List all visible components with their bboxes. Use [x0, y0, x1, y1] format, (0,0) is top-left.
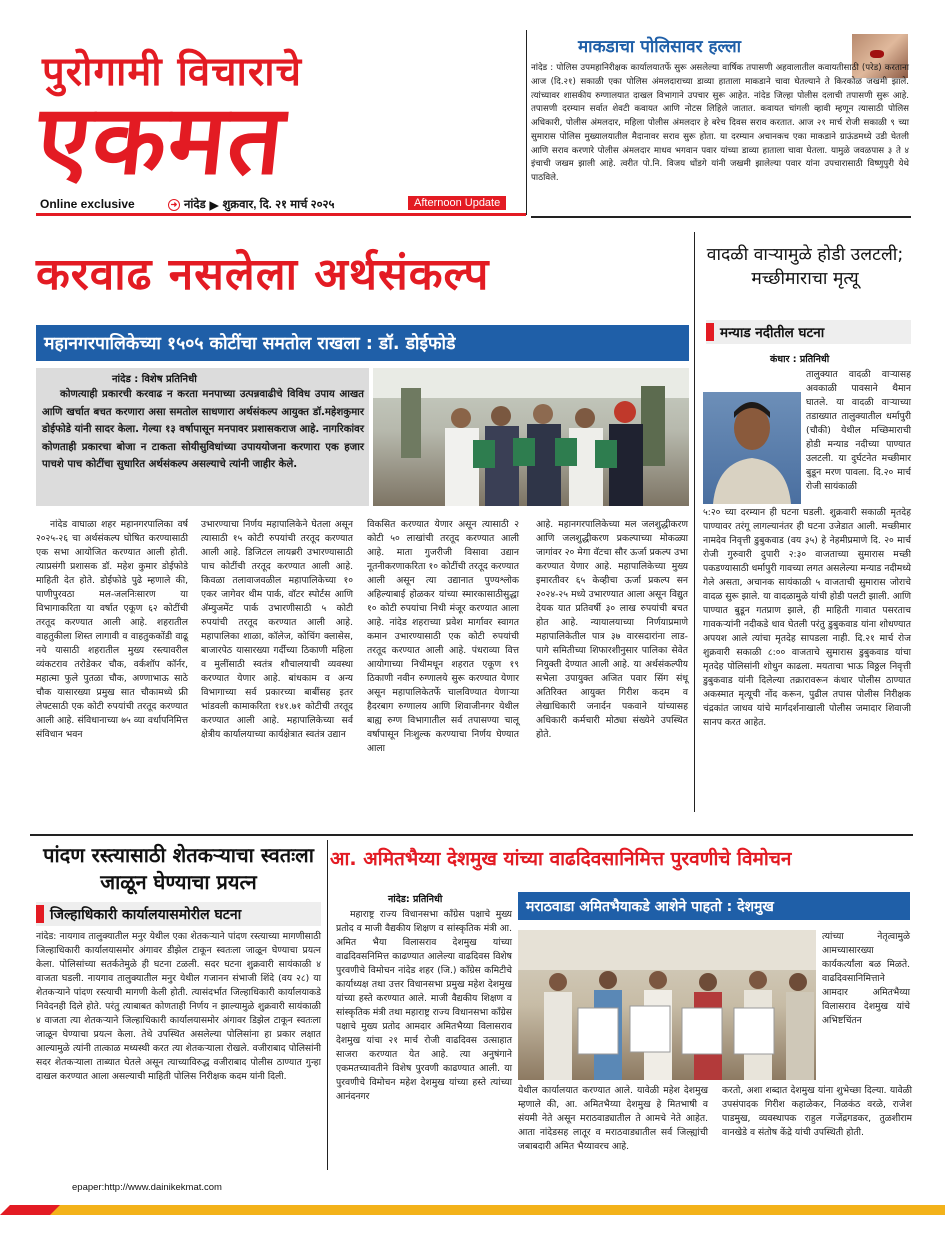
main-subheadline-bar — [36, 325, 689, 361]
main-column-1: नांदेड वाघाळा शहर महानगरपालिका वर्ष २०२५-२६ चा अर्थसंकल्प घोषित करण्यासाठी एक सभा आयोजित करण्यात आली होती. त्याप्रसंगी प्रशासक डॉ. महेश कुमार डोईफोडे माहिती देत होते. डोईफोडे पुढे म्हणाले की, पाणीपुरवठा मल-जलनिःसारण या विभागाकरिता या वर्षात एकूण ६२ कोटींची तरतूद करण्यात आली आहे. शहरातील वाहतुकीला शिस्त लागावी व वाहतुककोंडी वाढू नये यासाठी शहरातील मुख्य रस्त्यावरील व्यंकटराव तरोडेकर चौक, वर्कशॉप कॉर्नर, महात्मा फुले पुतळा चौक, अण्णाभाऊ साठे चौक यासारख्या प्रमुख सात चौकामध्ये फ्री लेफ्टसाठी एक कोटी रुपयांची तरतूद करण्यात आली आहे. संविधानाच्या ७५ व्या वर्धापनिमित्त संविधान भवन — [36, 519, 188, 740]
fisherman-photo — [703, 392, 801, 504]
boat-story-body-top: तालुक्यात वादळी वाऱ्यासह अवकाळी पावसाने थैमान घातले. या वादळी वाऱ्याच्या तडाख्यात तालुक्यातील धर्मापुरी (चौकी) येथील मच्छिमाराची होडी मन्याड नदीच्या पाण्यात उलटली. या दुर्घटनेत मच्छीमार बुडून मरण पावला. दि.२० मार्च रोजी सायंकाळी — [806, 369, 911, 492]
main-headline: करवाढ नसलेला अर्थसंकल्प — [36, 249, 490, 300]
main-column-2: उभारण्याचा निर्णय महापालिकेने घेतला असून त्यासाठी १५ कोटी रुपयांची तरतूद करण्यात आली आहे. डिजिटल लायब्ररी उभारण्यासाठी पाच कोटींची तरतूद करण्यात आली आहे. किवळा तलावाजवळील महापालिकेच्या १० एकर जागेवर थीम पार्क, वॉटर स्पोर्टस आणि ॲम्युजमेंट पार्क उभारणीसाठी ५ कोटी रुपयांची तरतूद करण्यात आली आहे. महापालिका शाळा, कॉलेज, कोचिंग क्लासेस, बाजारपेठ यासारख्या गर्दीच्या ठिकाणी महिला व मुलींसाठी स्वतंत्र शौचालयाची व्यवस्था करण्यात येणार आहे. बांधकाम व अन्य विभागाच्या सर्व प्रकारच्या बाबींसह इतर भांडवली कामाकरिता १४१.७१ कोटीची तरतूद करण्यात आली आहे. महापालिकेच्या सर्व क्षेत्रीय कार्यालयाच्या कार्यक्षेत्रात स्वतंत्र उद्यान — [201, 519, 353, 740]
protest-story-tag — [36, 902, 321, 926]
boat-story-headline: वादळी वाऱ्यामुळे होडी उलटली; मच्छीमाराचा मृत्यू — [706, 245, 904, 289]
supplement-subheadline: मराठवाडा अमितभैयाकडे आशेने पाहतो : देशमुख — [526, 898, 774, 915]
supplement-photo-illustration — [518, 930, 816, 1080]
supplement-release-photo — [518, 930, 816, 1080]
tag-marker-icon — [706, 323, 714, 341]
column-divider — [694, 232, 695, 812]
afternoon-update-badge: Afternoon Update — [408, 196, 506, 210]
section-rule — [30, 834, 913, 836]
supplement-story-headline: आ. अमितभैय्या देशमुख यांच्या वाढदिवसानिमित्त पुरवणीचे विमोचन — [330, 848, 792, 870]
footer-bar — [0, 1200, 945, 1210]
monkey-story-headline: माकडाचा पोलिसावर हल्ला — [578, 37, 742, 57]
masthead-logo: एकमत — [32, 83, 291, 196]
main-lead: कोणत्याही प्रकारची करवाढ न करता मनपाच्या उत्पन्नवाढीचे विविध उपाय आखत आणि खर्चात बचत करणारा असा समतोल साधणारा अर्थसंकल्प आयुक्त डॉ.महेशकुमार डोईफोडे यांनी सादर केला. गेल्या १३ वर्षापासून मनपावर प्रशासकराज आहे. नागरिकांवर कोणताही प्रकारचा बोजा न टाकता सोयीसुविधांच्या उपाययोजना करणारा एक हजार पाचशे पाच कोटींचा सुधारित अर्थसंकल्प असल्याचे त्यांनी जाहीर केले. — [42, 389, 364, 471]
arrow-right-icon: ➜ — [168, 199, 180, 211]
masthead-tagline: पुरोगामी विचाराचे — [42, 48, 303, 95]
column-divider — [327, 840, 328, 1170]
main-column-3: विकसित करण्यात येणार असून त्यासाठी २ कोटी ५० लाखांची तरतूद करण्यात आली आहे. माता गुजरीजी विसावा उद्यान नूतनीकरणाकरिता १० कोटींची तरतूद करण्यात आली असून त्या उद्यानात पुण्यश्लोक अहिल्याबाई होळकर यांच्या स्मारकासाठीसुद्धा १० कोटी रुपयांचा निधी मंजूर करण्यात आला आहे. नांदेड शहराच्या प्रवेश मार्गावर स्वागत कमान उभारण्यासाठी एक कोटी रुपयांची तरतूद करण्यात आली आहे. पंधराव्या वित्त आयोगाच्या निधीमधून शहरात एकूण १९ ठिकाणी नवीन रुग्णालये सुरू करण्यात येणार असून महापालिकेतर्फे चालविण्यात येणाऱ्या हैदरबाग रुग्णालय आणि शिवाजीनगर येथील बाह्य रुग्ण विभागातील सर्व तपासण्या चालू वर्षापासून निःशुल्क करण्याचा निर्णय घेण्यात आला — [367, 519, 519, 754]
boat-story-byline: कंधार : प्रतिनिधी — [770, 354, 830, 365]
boat-story-body: ५:२० च्या दरम्यान ही घटना घडली. शुक्रवारी सकाळी मृतदेह पाण्यावर तरंगू लागल्यानंतर ही घटना उजेडात आली. मच्छीमार नामदेव निवृत्ती डुबुकवाड (वय ३५) हे नेहमीप्रमाणे दि. २० मार्च रोजी गुरुवारी दुपारी २:३० वाजताच्या सुमारास मच्छी पकडण्यासाठी धर्मापुरी गावच्या लगत असलेल्या मन्याड नदीमध्ये गेले असता, अचानक सायंकाळी ५ वाजताची सुमारास जोराचे वादळ सुरू झाले. या वादळामुळे यांची होडी पलटी झाली. आणि पाण्यात बुडून गतप्राण झाले, ही माहिती गावात पसरताच गावकऱ्यांनी नदीकडे धाव घेतली परंतु डुबुकवाड यांना शोधण्यात अपयश आले त्यांचा मृतदेह सापडला नाही. दि.२१ मार्च रोज शुक्रवारी सकाळी ८:०० वाजताचे सुमारास डुबुकवाड यांचा मृतदेह पोलिसांनी शोधुन काढला. मयताचा भाऊ विठ्ठल निवृत्ती डुबुकवाड यांनी दिलेल्या तक्रारावरून कंधार पोलीस ठाण्यात अकस्मात मृत्यूची नोंद करून, पुढील तपास पोलीस निरीक्षक चंद्रकांत जाधव यांचे मार्गदर्शनाखाली पोलीस जमादार शिवाजी सानप करत आहेत. — [703, 507, 911, 728]
supplement-story-byline: नांदेड: प्रतिनिधी — [388, 894, 443, 905]
main-column-4: आहे. महानगरपालिकेच्या मल जलशुद्धीकरण आणि जलशुद्धीकरण प्रकल्पाच्या मोकळ्या जागांवर २० मेगा वॅटचा सौर ऊर्जा प्रकल्प उभा करण्यात येणार आहे. महापालिकेच्या मुख्य इमारतीवर ६५ केव्हीचा ऊर्जा प्रकल्प सन २०२४-२५ मध्ये उभारण्यात आला असून विद्युत देयक यात प्रतिवर्षी ३० लाख रुपयांची बचत होत आहे. न्यायालयाच्या निर्णयाप्रमाणे महापालिकेतील पात्र ३७ वारसदारांना लाड- पागे समितीच्या शिफारशीनुसार पालिका सेवेत नियुक्ती देण्यात आली आहे. या अर्थसंकल्पीय सभेला उपायुक्त अजित पवार सिंग संधू अतिरिक्त आयुक्त गिरीश कदम व लेखाधिकारी जनार्दन पकवाने यांच्यासह अधिकारी कर्मचारी मोठ्या संख्येने उपस्थित होते. — [536, 519, 688, 740]
masthead-divider — [36, 213, 526, 216]
dateline — [168, 197, 335, 212]
fisherman-portrait — [703, 392, 801, 504]
boat-story-tag-text: मन्याड नदीतील घटना — [720, 325, 825, 341]
section-rule — [531, 216, 911, 218]
supplement-subheadline-bar — [518, 892, 910, 920]
main-subheadline: महानगरपालिकेच्या १५०५ कोटींचा समतोल राखला : डॉ. डोईफोडे — [44, 334, 456, 354]
supplement-story-below-left: येथील कार्यालयात करण्यात आले. यावेळी महेश देशमुख म्हणाले की, आ. अमितभैय्या देशमुख हे मितभाषी व संयमी नेते असून मराठवाड्यातील ते आमचे नेते आहेत. आता नांदेडसह लातूर व मराठवाड्यातील सर्व जिल्ह्यांची जबाबदारी अमित भैय्यावरच आहे. — [518, 1085, 708, 1152]
monkey-story-body: नांदेड : पोलिस उपमहानिरीक्षक कार्यालयातर्फे सुरू असलेल्या वार्षिक तपासणी अहवालातील कवायतीसाठी (परेड) करताना आज (दि.२१) सकाळी एका पोलिस अंमलदाराच्या डाव्या हाताला माकडाने चावा घेतल्याने ते किरकोळ जखमी झाले. त्यांच्यावर शासकीय रुग्णालयात दाखल विभागाने उपचार सुरू आहेत. नांदेड जिल्हा पोलीस दलाची तपासणी सुरू आहे. तपासणी दरम्यान सर्वात शेवटी कवायत आणि नोटस लिहिले जातात. कवायत चांगली व्हावी म्हणून त्यासाठी पोलिस अधिकारी, पोलीस अंमलदार, महिला पोलीस अंमलदार हे बरेच दिवस सराव करतात. आज २१ मार्च रोजी सकाळी ९ च्या सुमारास पोलिस मुख्यालयातील मैदानावर सराव सुरू होता. या दरम्यान अचानकच एका माकडाने ग्राऊंडमध्ये उडी घेतली आणि सराव करणारे पोलीस अंमलदार माधव भगवान पवार यांच्या डाव्या हाताला चावा घेतला. यामुळे जवळपास ३ ते ४ इंचाची जखम झाली आहे. त्वरीत पो.नि. विजय धोंडगे यांनी जखमी झालेल्या पवार यांना उपचारासाठी विष्णुपुरी येथे पाठविले. — [531, 63, 909, 183]
footer-stripe — [0, 1205, 945, 1215]
supplement-story-below-right: करतो, अशा शब्दात देशमुख यांना शुभेच्छा दिल्या. यावेळी उपसंपादक गिरीश कहाळेकर, निळकंठ वरळे, राजेश पाडमुख, व्यवस्थापक राहुल गजेंद्रगडकर, तुळशीराम वानखेडे व संतोष केंद्रे यांची उपस्थिती होती. — [722, 1085, 912, 1138]
boat-story-tag — [706, 320, 911, 344]
dateline-city: नांदेड — [184, 199, 206, 211]
play-icon: ▶ — [209, 199, 219, 212]
supplement-story-beside-photo: त्यांच्या नेतृत्वामुळे आमच्यासारख्या कार्यकर्त्यांला बळ मिळते. वाढदिवसानिमित्ताने आमदार अमितभैय्या विलासराव देशमुख यांचे अभिष्टचिंतन — [822, 931, 910, 1026]
column-divider — [526, 30, 527, 215]
online-exclusive-label: Online exclusive — [40, 197, 135, 211]
budget-presentation-photo — [373, 368, 689, 506]
protest-story-body: नांदेड: नायगाव तालुक्यातील मनुर येथील एका शेतकऱ्याने पांदण रस्त्याच्या मागणीसाठी जिल्हाधिकारी कार्यालयासमोर अंगावर डीझेल टाकून स्वतःला जाळून घेण्याचा प्रयत्न केला. पोलिसांच्या सतर्कतेमुळे ही घटना टळली. सदर घटना शुक्रवारी सायंकाळी ४ वाजता घडली. नायगाव तालुक्यातील मनुर येथील गजानन संभाजी शिंदे (वय २८) या शेतकऱ्याने पांदण रस्त्याची मागणी केली होती. त्यासंदर्भात जिल्हाधिकारी कार्यालयाकडे निवेदनही दिले होते. परंतु त्याबाबत कोणताही निर्णय न झाल्यामुळे शुक्रवारी सायंकाळी ४ वाजता त्या शेतकऱ्याने जिल्हाधिकारी कार्यालयासमोर अंगावर डिझेल टाकून स्वतःला जाळून घेण्याचा प्रयत्न केला. तेथे उपस्थित असलेल्या पोलिसांना हा प्रकार लक्षात आल्यामुळे त्यांनी तात्काळ मध्यस्थी करत त्या शेतकऱ्याला रोखले. वजीराबाद पोलिसांनी सदर शेतकऱ्याला ताब्यात घेतले असून त्याच्याविरुद्ध वजीराबाद पोलीस ठाण्यात गुन्हा दाखल करण्यात आला असल्याची माहिती पोलिस निरीक्षक कदम यांनी दिली. — [36, 931, 321, 1082]
tag-marker-icon — [36, 905, 44, 923]
dateline-date: शुक्रवार, दि. २१ मार्च २०२५ — [222, 199, 335, 211]
epaper-url: epaper:http://www.dainikekmat.com — [72, 1182, 222, 1193]
supplement-story-column-1: महाराष्ट्र राज्य विधानसभा काँग्रेस पक्षाचे मुख्य प्रतोद व माजी वैद्यकीय शिक्षण व सांस्कृतिक मंत्री आ. अमित भैया विलासराव देशमुख यांच्या वाढदिवसनिमित्त काढण्यात आलेल्या वाढदिवस विशेष पुरवणीचे विमोचन नांदेड शहर (जि.) काँग्रेस कमिटीचे कार्याध्यक्ष तथा उत्तर विधानसभा प्रमुख महेश देशमुख यांच्या हस्ते करण्यात आले. माजी वैद्यकीय शिक्षण व सांस्कृतिक मंत्री तथा महाराष्ट्र राज्य विधानसभा काँग्रेस पक्षाचे मुख्य प्रतोद आमदार अमितभैय्या विलासराव देशमुख यांचा २१ मार्च रोजी वाढदिवस उत्साहात साजरा करण्यात येत आहे. त्या अनुषंगाने एकमतच्यावतीने विशेष पुरवणी काढण्यात आली. या पुरवणीचे विमोचन महेश देशमुख यांच्या हस्ते त्यांच्या आनंदनगर — [336, 909, 512, 1102]
main-byline: नांदेड : विशेष प्रतिनिधी — [112, 374, 197, 385]
budget-photo-illustration — [373, 368, 689, 506]
protest-story-tag-text: जिल्हाधिकारी कार्यालयासमोरील घटना — [50, 906, 242, 923]
protest-story-headline: पांदण रस्त्यासाठी शेतकऱ्याचा स्वतःला जाळून घेण्याचा प्रयत्न — [43, 843, 314, 894]
